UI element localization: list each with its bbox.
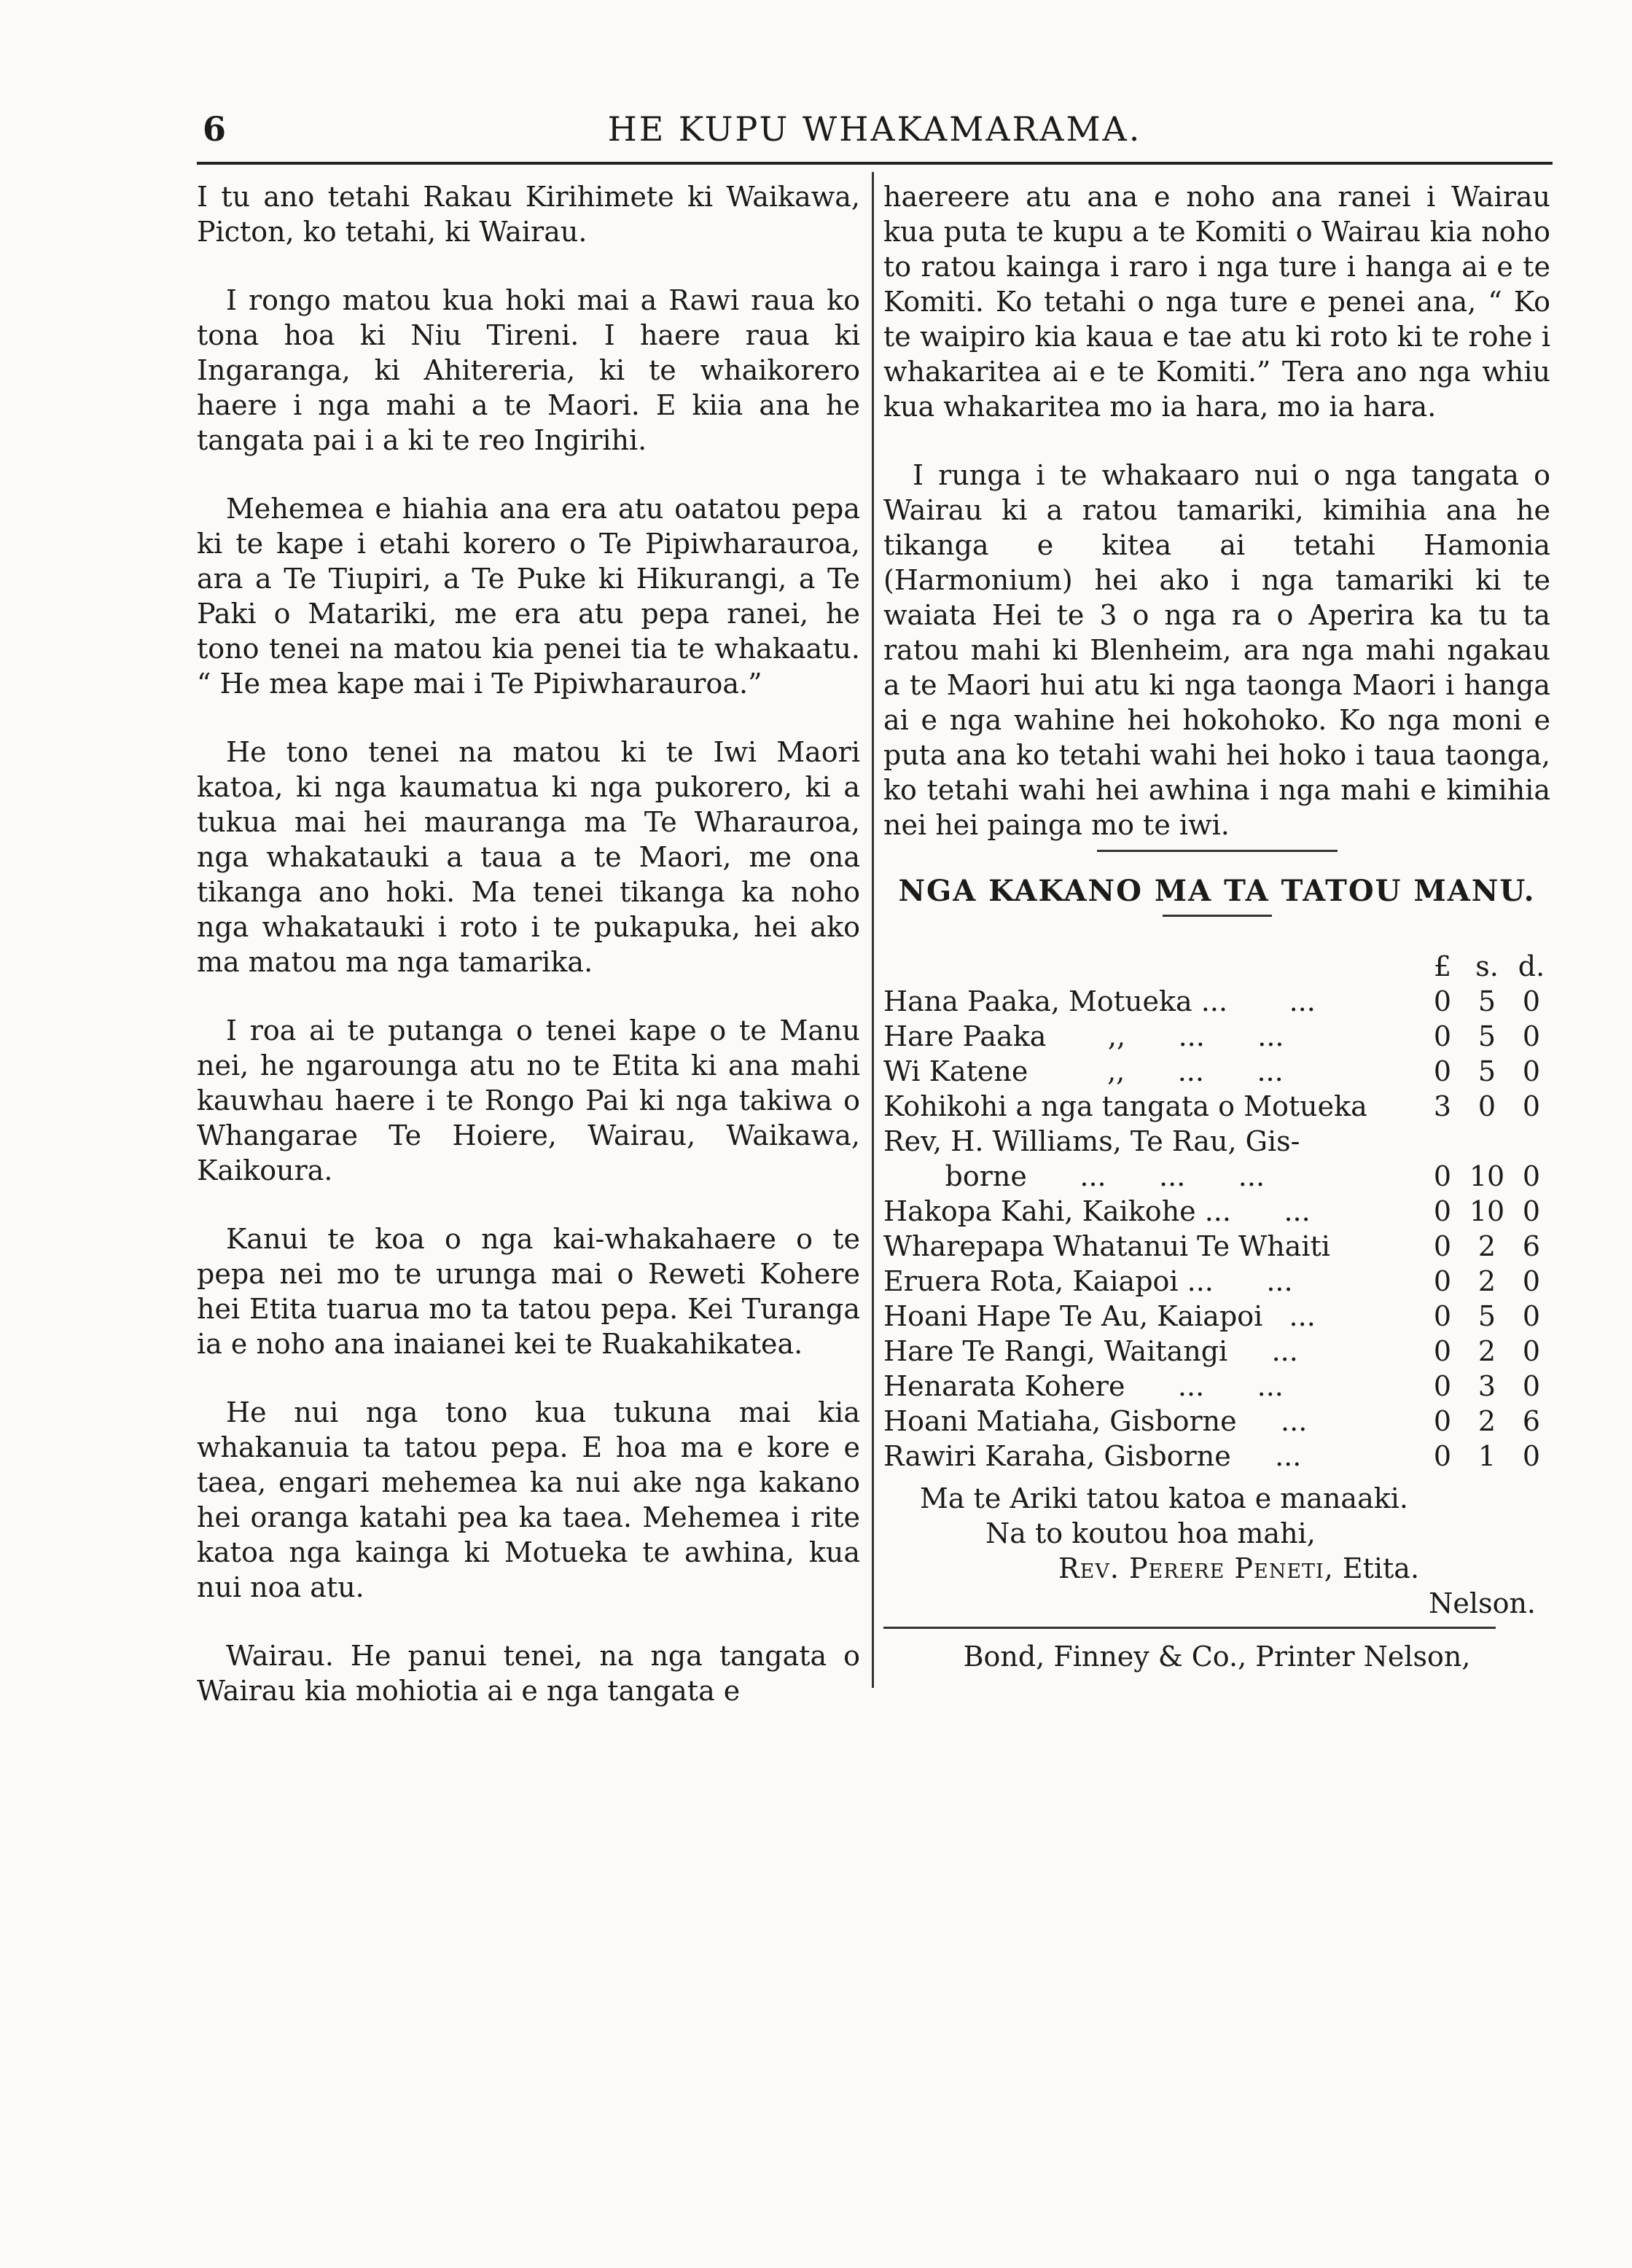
- shillings-cell: 1: [1477, 1440, 1496, 1472]
- table-row: [883, 1369, 1550, 1404]
- heading-rule: [1163, 915, 1272, 917]
- donor-name: Hare Paaka ,, ... ...: [883, 1020, 1284, 1052]
- paragraph: Kanui te koa o nga kai-whakahaere o te pepa nei mo te urunga mai o Reweti Kohere hei Etita tuarua mo ta tatou pepa. Kei Turanga ia e noho ana inaianei kei te Ruakahikatea.: [197, 1223, 860, 1360]
- pence-cell: 0: [1522, 1160, 1541, 1192]
- pounds-header: £: [1433, 950, 1452, 982]
- pounds-cell: 0: [1433, 1230, 1452, 1262]
- pence-cell: 0: [1522, 1020, 1541, 1052]
- table-row: [883, 1439, 1550, 1474]
- shillings-cell: 2: [1477, 1405, 1496, 1437]
- pounds-cell: 0: [1433, 1195, 1452, 1227]
- salutation: Na to koutou hoa mahi,: [985, 1517, 1316, 1549]
- table-row: [883, 1194, 1550, 1229]
- pence-cell: 0: [1522, 1335, 1541, 1367]
- section-rule: [1097, 850, 1338, 852]
- donor-name: Kohikohi a nga tangata o Motueka: [883, 1090, 1367, 1122]
- shillings-cell: 2: [1477, 1335, 1496, 1367]
- donor-name: Wi Katene ,, ... ...: [883, 1055, 1284, 1087]
- donor-name: Henarata Kohere ... ...: [883, 1370, 1284, 1402]
- shillings-cell: 3: [1477, 1370, 1496, 1402]
- shillings-cell: 5: [1477, 985, 1496, 1017]
- pounds-cell: 0: [1433, 1300, 1452, 1332]
- pence-cell: 6: [1522, 1230, 1541, 1262]
- table-row: [883, 984, 1550, 1019]
- pence-cell: 0: [1522, 985, 1541, 1017]
- donor-name: Hoani Hape Te Au, Kaiapoi ...: [883, 1300, 1316, 1332]
- pounds-cell: 0: [1433, 1020, 1452, 1052]
- shillings-cell: [1461, 1124, 1512, 1159]
- table-row: [883, 1089, 1550, 1124]
- paragraph: He tono tenei na matou ki te Iwi Maori katoa, ki nga kaumatua ki nga pukorero, ki a tukua mai hei mauranga ma Te Wharauroa, nga whakatauki a taua a te Maori, me ona tikanga ano hoki. Ma tenei tikanga ka noho nga whakatauki i roto i te pukapuka, hei ako ma matou ma nga tamarika.: [197, 736, 860, 978]
- pence-cell: 0: [1522, 1300, 1541, 1332]
- pence-cell: 0: [1522, 1440, 1541, 1472]
- table-row: [883, 1334, 1550, 1369]
- donations-table: [883, 949, 1550, 1474]
- pounds-cell: 0: [1433, 1265, 1452, 1297]
- pence-cell: [1512, 1124, 1550, 1159]
- donor-name: Hakopa Kahi, Kaikohe ... ...: [883, 1195, 1311, 1227]
- blessing: Ma te Ariki tatou katoa e manaaki.: [920, 1482, 1408, 1514]
- column-rule: [872, 172, 874, 1688]
- place: Nelson.: [1429, 1587, 1536, 1619]
- pounds-cell: 0: [1433, 1160, 1452, 1192]
- table-row: [883, 1019, 1550, 1054]
- pounds-cell: 0: [1433, 1405, 1452, 1437]
- shillings-cell: 10: [1469, 1160, 1505, 1192]
- signature: [883, 1551, 1550, 1586]
- paragraph: I rongo matou kua hoki mai a Rawi raua ko tona hoa ki Niu Tireni. I haere raua ki Ingaranga, ki Ahitereria, ki te whaikorero haere i nga mahi a te Maori. E kiia ana he tangata pai i a ki te reo Ingirihi.: [197, 284, 860, 456]
- table-header-row: [883, 949, 1550, 984]
- page-number: 6: [203, 109, 227, 149]
- pence-cell: 0: [1522, 1265, 1541, 1297]
- donor-name: Rawiri Karaha, Gisborne ...: [883, 1440, 1302, 1472]
- donor-name: Wharepapa Whatanui Te Whaiti: [883, 1230, 1330, 1262]
- donor-name: borne ... ... ...: [883, 1160, 1265, 1192]
- paragraph: Mehemea e hiahia ana era atu oatatou pepa ki te kape i etahi korero o Te Pipiwharauroa, ara a Te Tiupiri, a Te Puke ki Hikurangi, a Te Paki o Matariki, me era atu pepa ranei, he tono tenei na matou kia penei tia te whakaatu. “ He mea kape mai i Te Pipiwharauroa.”: [197, 493, 860, 700]
- donation-rows: [883, 984, 1550, 1474]
- table-row: [883, 1404, 1550, 1439]
- shillings-cell: 10: [1469, 1195, 1505, 1227]
- donor-name: Eruera Rota, Kaiapoi ... ...: [883, 1265, 1293, 1297]
- pounds-cell: 0: [1433, 1370, 1452, 1402]
- donor-name: Rev, H. Williams, Te Rau, Gis-: [883, 1125, 1300, 1157]
- shillings-header: s.: [1475, 950, 1499, 982]
- table-row: [883, 1159, 1550, 1194]
- paragraph: haereere atu ana e noho ana ranei i Wairau kua puta te kupu a te Komiti o Wairau kia noho to ratou kainga i raro i nga ture i hanga ai e te Komiti. Ko tetahi o nga ture e penei ana, “ Ko te waipiro kia kaua e tae atu ki roto ki te rohe i whakaritea ai e te Komiti.” Tera ano nga whiu kua whakaritea mo ia hara, mo ia hara.: [883, 181, 1550, 423]
- donor-name: Hana Paaka, Motueka ... ...: [883, 985, 1316, 1017]
- pounds-cell: 0: [1433, 1055, 1452, 1087]
- shillings-cell: 5: [1477, 1055, 1496, 1087]
- page-header: [197, 109, 1553, 160]
- shillings-cell: 0: [1477, 1090, 1496, 1122]
- printer-imprint: Bond, Finney & Co., Printer Nelson,: [963, 1641, 1471, 1673]
- donor-name: Hoani Matiaha, Gisborne ...: [883, 1405, 1308, 1437]
- table-row: [883, 1299, 1550, 1334]
- pounds-cell: 0: [1433, 1335, 1452, 1367]
- table-row: [883, 1124, 1550, 1159]
- pounds-cell: 3: [1433, 1090, 1452, 1122]
- signature-name: Rev. Perere Peneti,: [1058, 1552, 1334, 1584]
- pence-cell: 6: [1522, 1405, 1541, 1437]
- shillings-cell: 2: [1477, 1230, 1496, 1262]
- pence-cell: 0: [1522, 1195, 1541, 1227]
- right-column: [883, 179, 1550, 1674]
- paragraph: He nui nga tono kua tukuna mai kia whakanuia ta tatou pepa. E hoa ma e kore e taea, engari mehemea ka nui ake nga kakano hei oranga katahi pea ka taea. Mehemea i rite katoa nga kainga ki Motueka te awhina, kua nui noa atu.: [197, 1396, 860, 1603]
- shillings-cell: 2: [1477, 1265, 1496, 1297]
- shillings-cell: 5: [1477, 1020, 1496, 1052]
- table-row: [883, 1229, 1550, 1264]
- table-row: [883, 1054, 1550, 1089]
- header-rule: [197, 162, 1553, 165]
- pounds-cell: 0: [1433, 1440, 1452, 1472]
- closing-block: [883, 1481, 1550, 1621]
- section-heading: NGA KAKANO MA TA TATOU MANU.: [898, 874, 1536, 908]
- running-title: HE KUPU WHAKAMARAMA.: [607, 109, 1142, 149]
- table-row: [883, 1264, 1550, 1299]
- pence-header: d.: [1518, 950, 1545, 982]
- left-column: [197, 179, 860, 1742]
- paragraph: I tu ano tetahi Rakau Kirihimete ki Waikawa, Picton, ko tetahi, ki Wairau.: [197, 181, 860, 248]
- paragraph: I runga i te whakaaro nui o nga tangata o Wairau ki a ratou tamariki, kimihia ana he tikanga e kitea ai tetahi Hamonia (Harmonium) hei ako i nga tamariki ki te waiata Hei te 3 o nga ra o Aperira ka tu ta ratou mahi ki Blenheim, ara nga mahi ngakau a te Maori hui atu ki nga taonga Maori i hanga ai e nga wahine hei hokohoko. Ko nga moni e puta ana ko tetahi wahi hei hoko i taua taonga, ko tetahi wahi hei awhina i nga mahi e kimihia nei hei painga mo te iwi.: [883, 459, 1550, 841]
- pence-cell: 0: [1522, 1370, 1541, 1402]
- pence-cell: 0: [1522, 1090, 1541, 1122]
- pence-cell: 0: [1522, 1055, 1541, 1087]
- donor-name: Hare Te Rangi, Waitangi ...: [883, 1335, 1298, 1367]
- paragraph: Wairau. He panui tenei, na nga tangata o Wairau kia mohiotia ai e nga tangata e: [197, 1640, 860, 1707]
- shillings-cell: 5: [1477, 1300, 1496, 1332]
- pounds-cell: 0: [1433, 985, 1452, 1017]
- signature-title: Etita.: [1333, 1552, 1420, 1584]
- paragraph: I roa ai te putanga o tenei kape o te Manu nei, he ngarounga atu no te Etita ki ana mahi kauwhau haere i te Rongo Pai ki nga takiwa o Whangarae Te Hoiere, Wairau, Waikawa, Kaikoura.: [197, 1014, 860, 1186]
- bottom-rule: [883, 1627, 1496, 1629]
- pounds-cell: [1424, 1124, 1461, 1159]
